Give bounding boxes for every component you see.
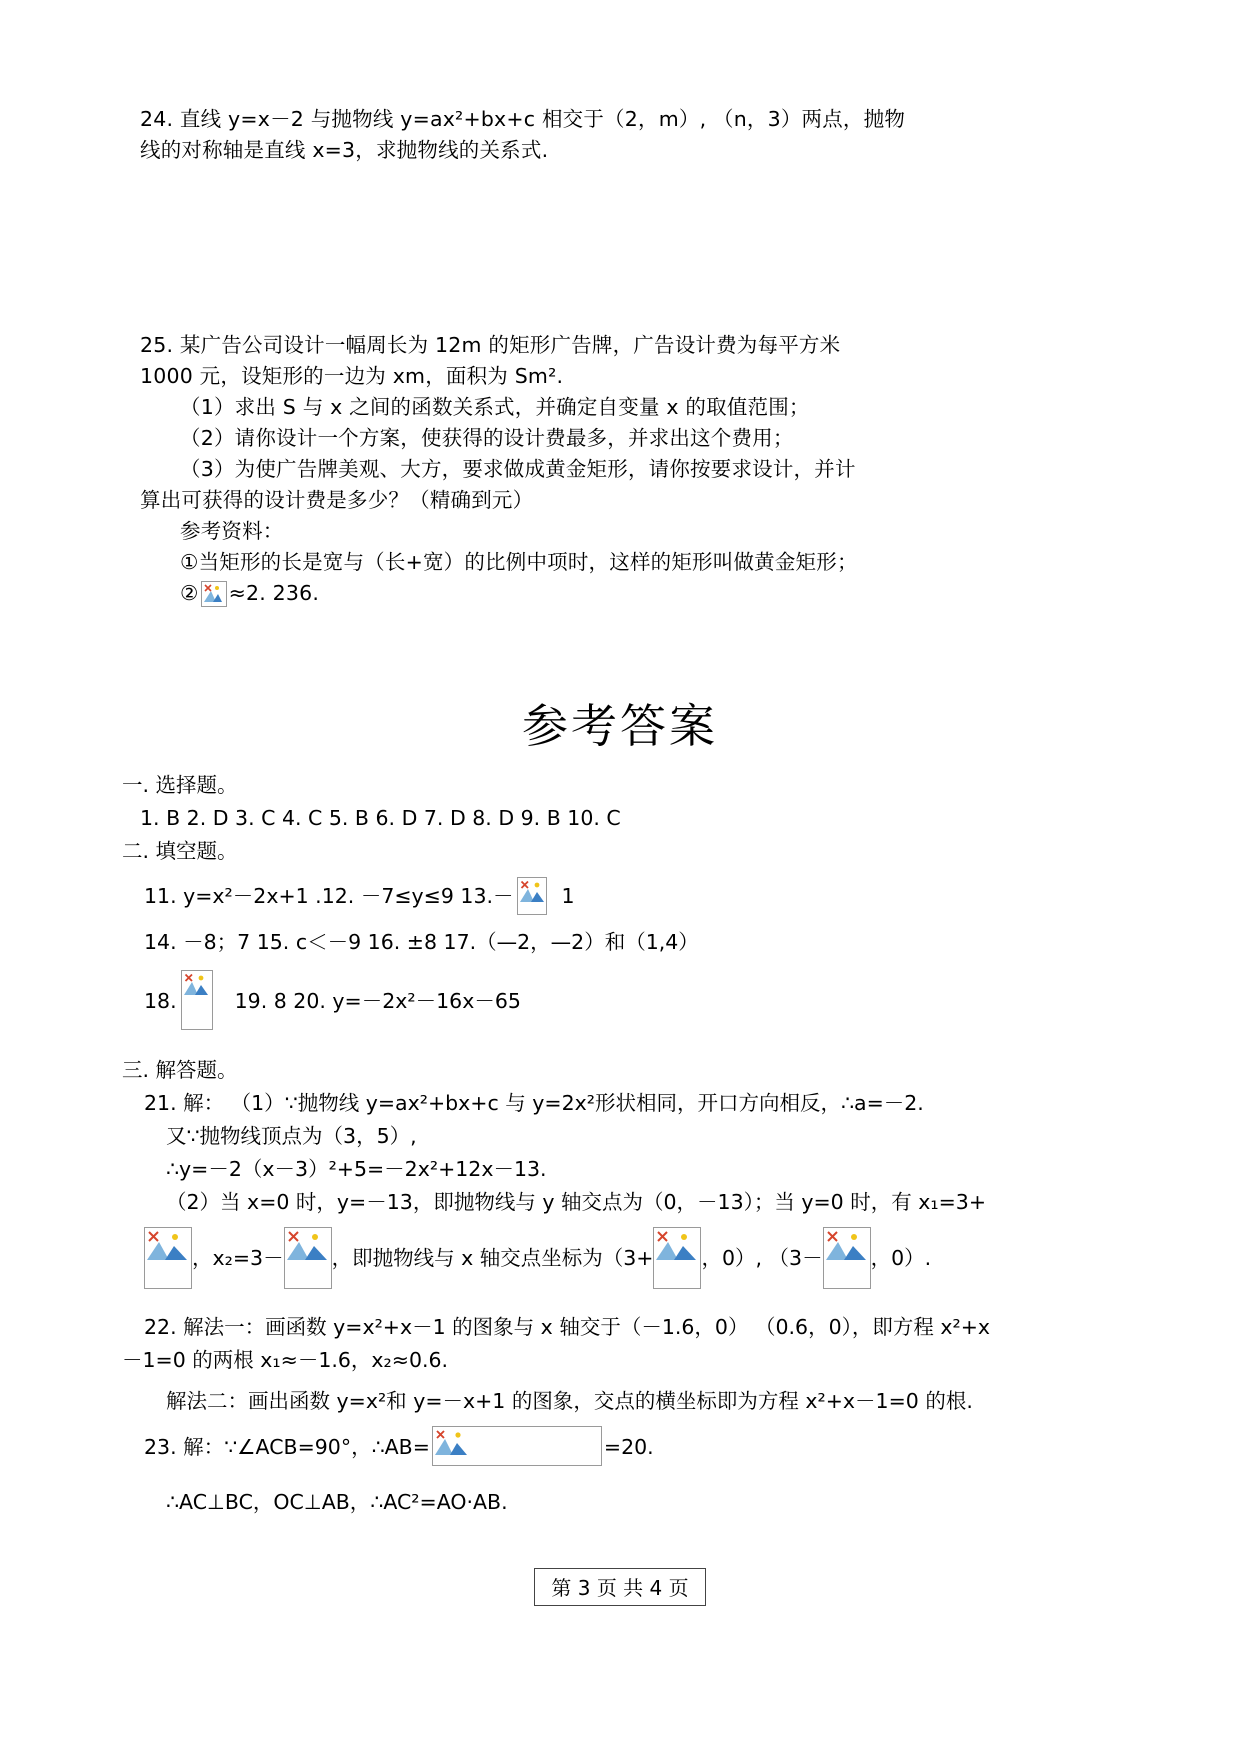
answers-fill-line-2: 14. －8；7 15. c＜－9 16. ±8 17.（—2，—2）和（1,4） xyxy=(144,930,699,954)
problem-25-part-3-cont xyxy=(140,485,1100,516)
spacer-after-24 xyxy=(140,166,1100,284)
problem-25-text-2: 1000 元，设矩形的一边为 xm，面积为 Sm². xyxy=(140,364,564,388)
answers-fill-line-3 xyxy=(122,970,1100,1030)
reference-material-item-2-text: ≈2. 236. xyxy=(228,581,320,605)
problem-25-part-3-text: （3）为使广告牌美观、大方，要求做成黄金矩形，请你按要求设计，并计 xyxy=(180,457,856,481)
answers-fill-line-3-tail: 19. 8 20. y=－2x²－16x－65 xyxy=(234,989,521,1013)
answer-23-seg-a: 23. 解：∵∠ACB=90°，∴AB= xyxy=(144,1435,430,1459)
reference-material-item-1-text: ①当矩形的长是宽与（长+宽）的比例中项时，这样的矩形叫做黄金矩形； xyxy=(180,550,858,574)
answers-section-2-heading: 二. 填空题。 xyxy=(122,839,238,863)
answer-21-line-2: 又∵抛物线顶点为（3，5）, xyxy=(166,1124,417,1148)
answers-fill-line-1-text: 11. y=x²－2x+1 .12. －7≤y≤9 13.－ xyxy=(144,884,514,908)
answer-22-line-2: －1=0 的两根 x₁≈－1.6，x₂≈0.6. xyxy=(122,1348,449,1372)
answers-section-1-heading: 一. 选择题。 xyxy=(122,773,238,797)
problem-24-line-2 xyxy=(140,135,1100,166)
broken-image-icon xyxy=(201,581,227,607)
answer-23-line-1 xyxy=(122,1426,1100,1466)
answer-23-line-2: ∴AC⊥BC，OC⊥AB，∴AC²=AO·AB. xyxy=(166,1490,508,1514)
answer-21-seg-b: ，即抛物线与 x 轴交点坐标为（3+ xyxy=(331,1246,654,1270)
answers-fill-line-3-marker: 18. xyxy=(144,989,177,1013)
broken-image-icon xyxy=(517,877,547,915)
answer-21-line-1: 21. 解： （1）∵抛物线 y=ax²+bx+c 与 y=2x²形状相同，开口方向相反，∴a=－2. xyxy=(144,1091,924,1115)
problem-25-part-1 xyxy=(140,392,1100,423)
answer-21-line-4: （2）当 x=0 时，y=－13，即抛物线与 y 轴交点为（0，－13）；当 y=0 时，有 x₁=3+ xyxy=(166,1190,987,1214)
answers-section-3-heading: 三. 解答题。 xyxy=(122,1058,238,1082)
problem-25-part-2 xyxy=(140,423,1100,454)
reference-material-item-2-marker: ② xyxy=(180,581,199,605)
problem-25-part-3-cont-text: 算出可获得的设计费是多少？（精确到元） xyxy=(140,488,534,512)
broken-image-icon xyxy=(432,1426,602,1466)
broken-image-icon xyxy=(144,1227,192,1289)
answer-22-line-3: 解法二：画出函数 y=x²和 y=－x+1 的图象，交点的横坐标即为方程 x²+x－1=0 的根. xyxy=(166,1389,973,1413)
problem-25-part-3 xyxy=(140,454,1100,485)
problem-25-line-1 xyxy=(140,330,1100,361)
problem-24-text-1: 24. 直线 y=x－2 与抛物线 y=ax²+bx+c 相交于（2，m）, （n，3）两点，抛物 xyxy=(140,107,906,131)
reference-material-heading-text: 参考资料： xyxy=(180,519,284,543)
answers-title: 参考答案 xyxy=(522,699,718,753)
reference-material-item-2 xyxy=(140,578,1100,609)
page-footer xyxy=(0,1568,1240,1606)
answer-21-line-5 xyxy=(122,1227,1100,1289)
spacer-before-answers xyxy=(140,609,1100,695)
problem-24-line-1 xyxy=(140,104,1100,135)
problem-25-part-1-text: （1）求出 S 与 x 之间的函数关系式，并确定自变量 x 的取值范围； xyxy=(180,395,810,419)
problem-25 xyxy=(140,330,1100,609)
broken-image-icon xyxy=(284,1227,332,1289)
reference-material-item-1 xyxy=(140,547,1100,578)
answers-fill-line-1-tail: 1 xyxy=(561,884,575,908)
broken-image-icon xyxy=(653,1227,701,1289)
problem-24 xyxy=(140,104,1100,166)
problem-24-text-2: 线的对称轴是直线 x=3，求抛物线的关系式. xyxy=(140,138,549,162)
broken-image-icon xyxy=(823,1227,871,1289)
answer-22-line-1: 22. 解法一：画函数 y=x²+x－1 的图象与 x 轴交于（－1.6，0） （0.6，0），即方程 x²+x xyxy=(144,1315,991,1339)
reference-material-heading xyxy=(140,516,1100,547)
answer-21-seg-c: ，0）, （3－ xyxy=(701,1246,823,1270)
problem-25-text-1: 25. 某广告公司设计一幅周长为 12m 的矩形广告牌，广告设计费为每平方米 xyxy=(140,333,841,357)
answers-body xyxy=(122,769,1100,1519)
problem-25-line-2 xyxy=(140,361,1100,392)
broken-image-icon xyxy=(181,970,213,1030)
answer-21-seg-a: ，x₂=3－ xyxy=(192,1246,284,1270)
answers-section-1-items: 1. B 2. D 3. C 4. C 5. B 6. D 7. D 8. D 9. B 10. C xyxy=(140,806,621,830)
answer-21-seg-d: ，0）. xyxy=(870,1246,932,1270)
answer-23-seg-b: =20. xyxy=(603,1435,654,1459)
problem-25-part-2-text: （2）请你设计一个方案，使获得的设计费最多，并求出这个费用； xyxy=(180,426,794,450)
page-footer-text: 第 3 页 共 4 页 xyxy=(534,1568,705,1606)
answer-21-line-3: ∴y=－2（x－3）²+5=－2x²+12x－13. xyxy=(166,1157,547,1181)
answers-fill-line-1 xyxy=(122,877,1100,915)
